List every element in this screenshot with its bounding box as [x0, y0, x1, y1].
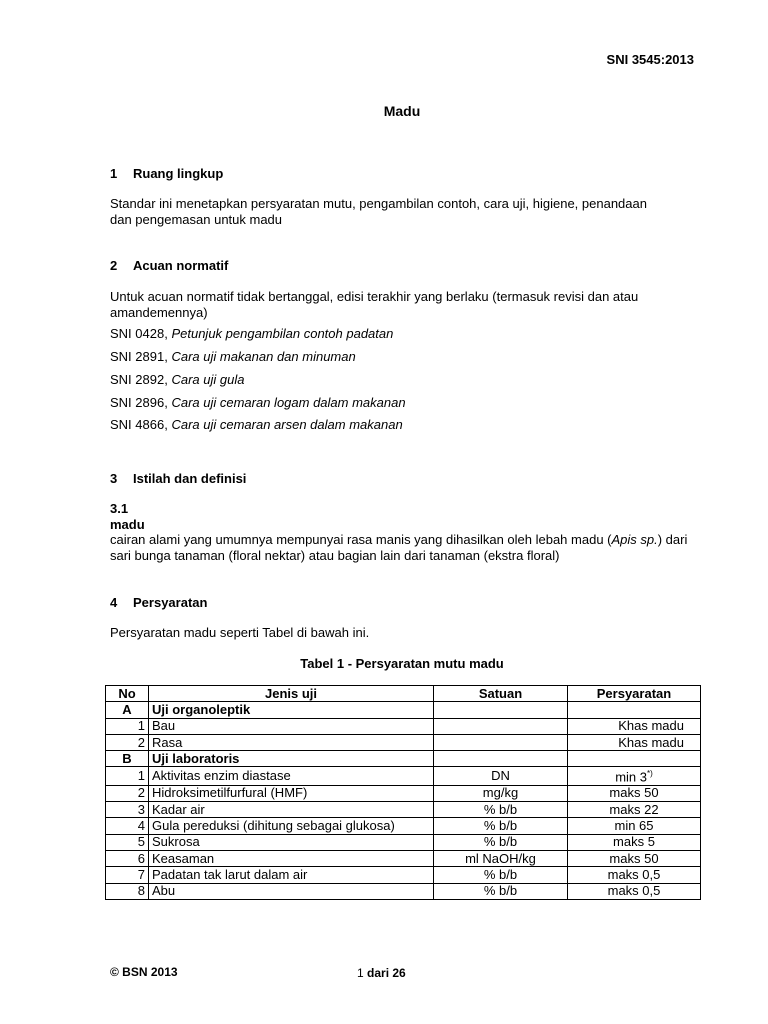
- definition-text: ) dari sari bunga tanaman (floral nektar) atau bagian lain dari tanaman (ekstra floral): [110, 532, 688, 563]
- reference-title: Cara uji cemaran arsen dalam makanan: [171, 417, 403, 432]
- section-3-heading: [110, 471, 246, 486]
- col-header-unit: Satuan: [434, 686, 568, 702]
- table-row: [106, 818, 701, 834]
- unit: % b/b: [434, 802, 568, 818]
- species-name: Apis sp.: [611, 532, 658, 547]
- test-name: Gula pereduksi (dihitung sebagai glukosa): [149, 818, 434, 834]
- table-group-row: [106, 751, 701, 767]
- group-code: B: [106, 751, 149, 767]
- normative-reference: [110, 417, 403, 432]
- table-row: [106, 883, 701, 899]
- reference-title: Petunjuk pengambilan contoh padatan: [171, 326, 394, 341]
- table-row: [106, 718, 701, 734]
- section-title: Acuan normatif: [133, 258, 229, 273]
- section-number: 2: [110, 258, 118, 273]
- normative-reference: [110, 349, 356, 364]
- unit: mg/kg: [434, 785, 568, 801]
- table-row: [106, 851, 701, 867]
- empty-cell: [568, 751, 701, 767]
- reference-code: SNI 2896,: [110, 395, 168, 410]
- section-4-text: Persyaratan madu seperti Tabel di bawah ini.: [110, 625, 370, 640]
- group-label: Uji laboratoris: [149, 751, 434, 767]
- test-name: Abu: [149, 883, 434, 899]
- section-title: Persyaratan: [133, 595, 208, 610]
- requirement: min 65: [568, 818, 701, 834]
- section-number: 4: [110, 595, 118, 610]
- test-name: Bau: [149, 718, 434, 734]
- empty-cell: [568, 702, 701, 718]
- reference-code: SNI 2892,: [110, 372, 168, 387]
- table-caption: Tabel 1 - Persyaratan mutu madu: [300, 656, 504, 671]
- document-code: SNI 3545:2013: [606, 52, 694, 67]
- test-name: Aktivitas enzim diastase: [149, 767, 434, 785]
- requirement: maks 0,5: [568, 883, 701, 899]
- table-group-row: [106, 702, 701, 718]
- footer-copyright: © BSN 2013: [110, 965, 178, 979]
- row-number: 6: [106, 851, 149, 867]
- reference-code: SNI 0428,: [110, 326, 168, 341]
- requirement: maks 0,5: [568, 867, 701, 883]
- table-row: [106, 802, 701, 818]
- col-header-no: No: [106, 686, 149, 702]
- page-total: dari 26: [367, 966, 406, 980]
- requirements-table: [105, 685, 701, 900]
- requirement-value: min 3: [615, 769, 647, 785]
- table-row: [106, 767, 701, 785]
- table-header-row: [106, 686, 701, 702]
- row-number: 1: [106, 718, 149, 734]
- normative-reference: [110, 372, 244, 387]
- group-label: Uji organoleptik: [149, 702, 434, 718]
- row-number: 7: [106, 867, 149, 883]
- empty-cell: [434, 751, 568, 767]
- reference-code: SNI 4866,: [110, 417, 168, 432]
- section-4-heading: [110, 595, 207, 610]
- normative-reference: [110, 395, 406, 410]
- term-number: 3.1: [110, 501, 129, 516]
- unit: % b/b: [434, 867, 568, 883]
- page-number: 1: [357, 966, 364, 980]
- col-header-test: Jenis uji: [149, 686, 434, 702]
- col-header-requirement: Persyaratan: [568, 686, 701, 702]
- section-1-heading: [110, 166, 223, 181]
- term-name: madu: [110, 517, 145, 532]
- unit: % b/b: [434, 883, 568, 899]
- reference-title: Cara uji makanan dan minuman: [171, 349, 356, 364]
- requirement: maks 50: [568, 785, 701, 801]
- unit: DN: [434, 767, 568, 785]
- section-title: Istilah dan definisi: [133, 471, 247, 486]
- row-number: 1: [106, 767, 149, 785]
- section-title: Ruang lingkup: [133, 166, 224, 181]
- table-row: [106, 834, 701, 850]
- test-name: Kadar air: [149, 802, 434, 818]
- row-number: 2: [106, 785, 149, 801]
- test-name: Rasa: [149, 734, 434, 750]
- footnote-marker: *): [647, 769, 653, 779]
- empty-cell: [434, 702, 568, 718]
- section-2-heading: [110, 258, 228, 273]
- table-row: [106, 867, 701, 883]
- test-name: Padatan tak larut dalam air: [149, 867, 434, 883]
- requirement: Khas madu: [568, 718, 701, 734]
- requirement: maks 22: [568, 802, 701, 818]
- footer-page-number: [357, 966, 406, 980]
- row-number: 5: [106, 834, 149, 850]
- requirement: [568, 767, 701, 785]
- group-code: A: [106, 702, 149, 718]
- unit: [434, 718, 568, 734]
- test-name: Keasaman: [149, 851, 434, 867]
- row-number: 2: [106, 734, 149, 750]
- requirement: maks 50: [568, 851, 701, 867]
- unit: ml NaOH/kg: [434, 851, 568, 867]
- normative-reference: [110, 326, 393, 341]
- section-1-text: Standar ini menetapkan persyaratan mutu, pengambilan contoh, cara uji, higiene, penandaan dan pengemasan untuk madu: [110, 196, 647, 227]
- test-name: Hidroksimetilfurfural (HMF): [149, 785, 434, 801]
- test-name: Sukrosa: [149, 834, 434, 850]
- table-row: [106, 785, 701, 801]
- page-title: Madu: [383, 103, 421, 119]
- unit: % b/b: [434, 818, 568, 834]
- reference-code: SNI 2891,: [110, 349, 168, 364]
- unit: % b/b: [434, 834, 568, 850]
- section-number: 3: [110, 471, 118, 486]
- requirement: maks 5: [568, 834, 701, 850]
- section-2-intro: Untuk acuan normatif tidak bertanggal, edisi terakhir yang berlaku (termasuk revisi dan atau amandemennya): [110, 289, 639, 320]
- row-number: 3: [106, 802, 149, 818]
- definition-text: cairan alami yang umumnya mempunyai rasa manis yang dihasilkan oleh lebah madu (: [110, 532, 612, 547]
- reference-title: Cara uji gula: [171, 372, 245, 387]
- table-row: [106, 734, 701, 750]
- row-number: 8: [106, 883, 149, 899]
- reference-title: Cara uji cemaran logam dalam makanan: [171, 395, 406, 410]
- unit: [434, 734, 568, 750]
- requirement: Khas madu: [568, 734, 701, 750]
- section-number: 1: [110, 166, 118, 181]
- row-number: 4: [106, 818, 149, 834]
- term-definition: [110, 532, 702, 564]
